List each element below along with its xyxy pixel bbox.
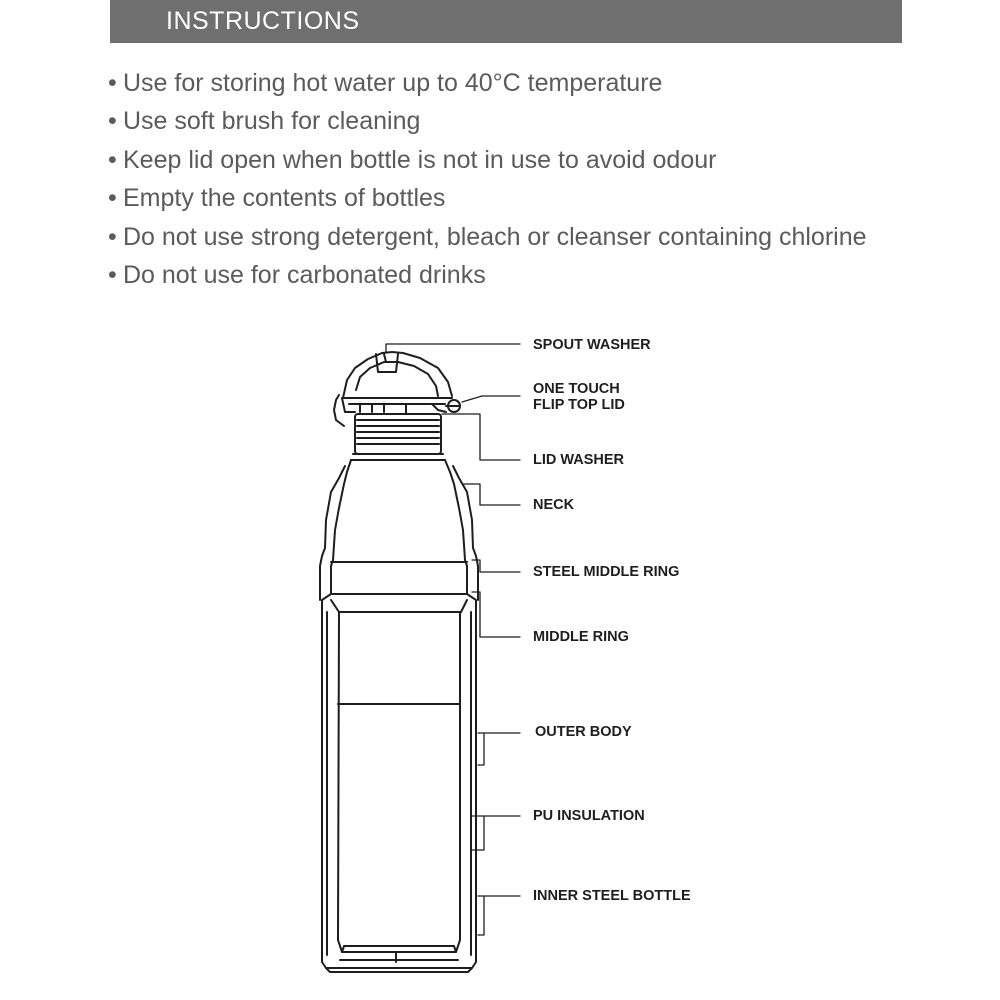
- label-steel-middle-ring: STEEL MIDDLE RING: [533, 564, 680, 580]
- label-outer-body: OUTER BODY: [535, 724, 632, 740]
- label-spout-washer: SPOUT WASHER: [533, 337, 651, 353]
- bullet: •: [108, 69, 117, 97]
- inner-steel-bottle-drawing: [338, 612, 460, 962]
- label-flip-top-lid-line2: FLIP TOP LID: [533, 397, 625, 413]
- leader-inner-steel-bottle: [478, 896, 520, 935]
- label-pu-insulation: PU INSULATION: [533, 808, 645, 824]
- leader-middle-ring: [472, 592, 520, 637]
- label-flip-top-lid-line1: ONE TOUCH: [533, 381, 620, 397]
- leader-pu-insulation: [472, 816, 520, 850]
- label-middle-ring: MIDDLE RING: [533, 629, 629, 645]
- outer-body-drawing: [322, 608, 476, 972]
- label-inner-steel-bottle: INNER STEEL BOTTLE: [533, 888, 691, 904]
- leader-neck: [464, 484, 520, 505]
- leader-spout-washer: [386, 344, 520, 352]
- bullet: •: [108, 145, 117, 174]
- label-lid-washer: LID WASHER: [533, 452, 625, 468]
- middle-ring-drawing: [331, 600, 467, 612]
- bullet: •: [108, 184, 117, 213]
- leader-flip-top-lid: [462, 396, 520, 402]
- lid-washer-drawing: [351, 414, 445, 460]
- steel-middle-ring-drawing: [320, 562, 478, 608]
- instruction-text: Use for storing hot water up to 40°C temperature: [123, 69, 663, 97]
- instruction-text: Empty the contents of bottles: [123, 184, 446, 213]
- instruction-text: Do not use strong detergent, bleach or cleanser containing chlorine: [123, 222, 867, 251]
- instructions-title: INSTRUCTIONS: [166, 7, 360, 35]
- instruction-text: Keep lid open when bottle is not in use to avoid odour: [123, 145, 717, 174]
- bullet: •: [108, 107, 117, 136]
- label-neck: NECK: [533, 497, 575, 513]
- leader-steel-middle-ring: [472, 560, 520, 572]
- bullet: •: [108, 222, 117, 251]
- bullet: •: [108, 261, 117, 290]
- instruction-text: Use soft brush for cleaning: [123, 107, 421, 136]
- leader-outer-body: [478, 733, 520, 765]
- leader-lid-washer: [442, 414, 520, 460]
- neck-drawing: [320, 460, 478, 566]
- instruction-text: Do not use for carbonated drinks: [123, 261, 486, 290]
